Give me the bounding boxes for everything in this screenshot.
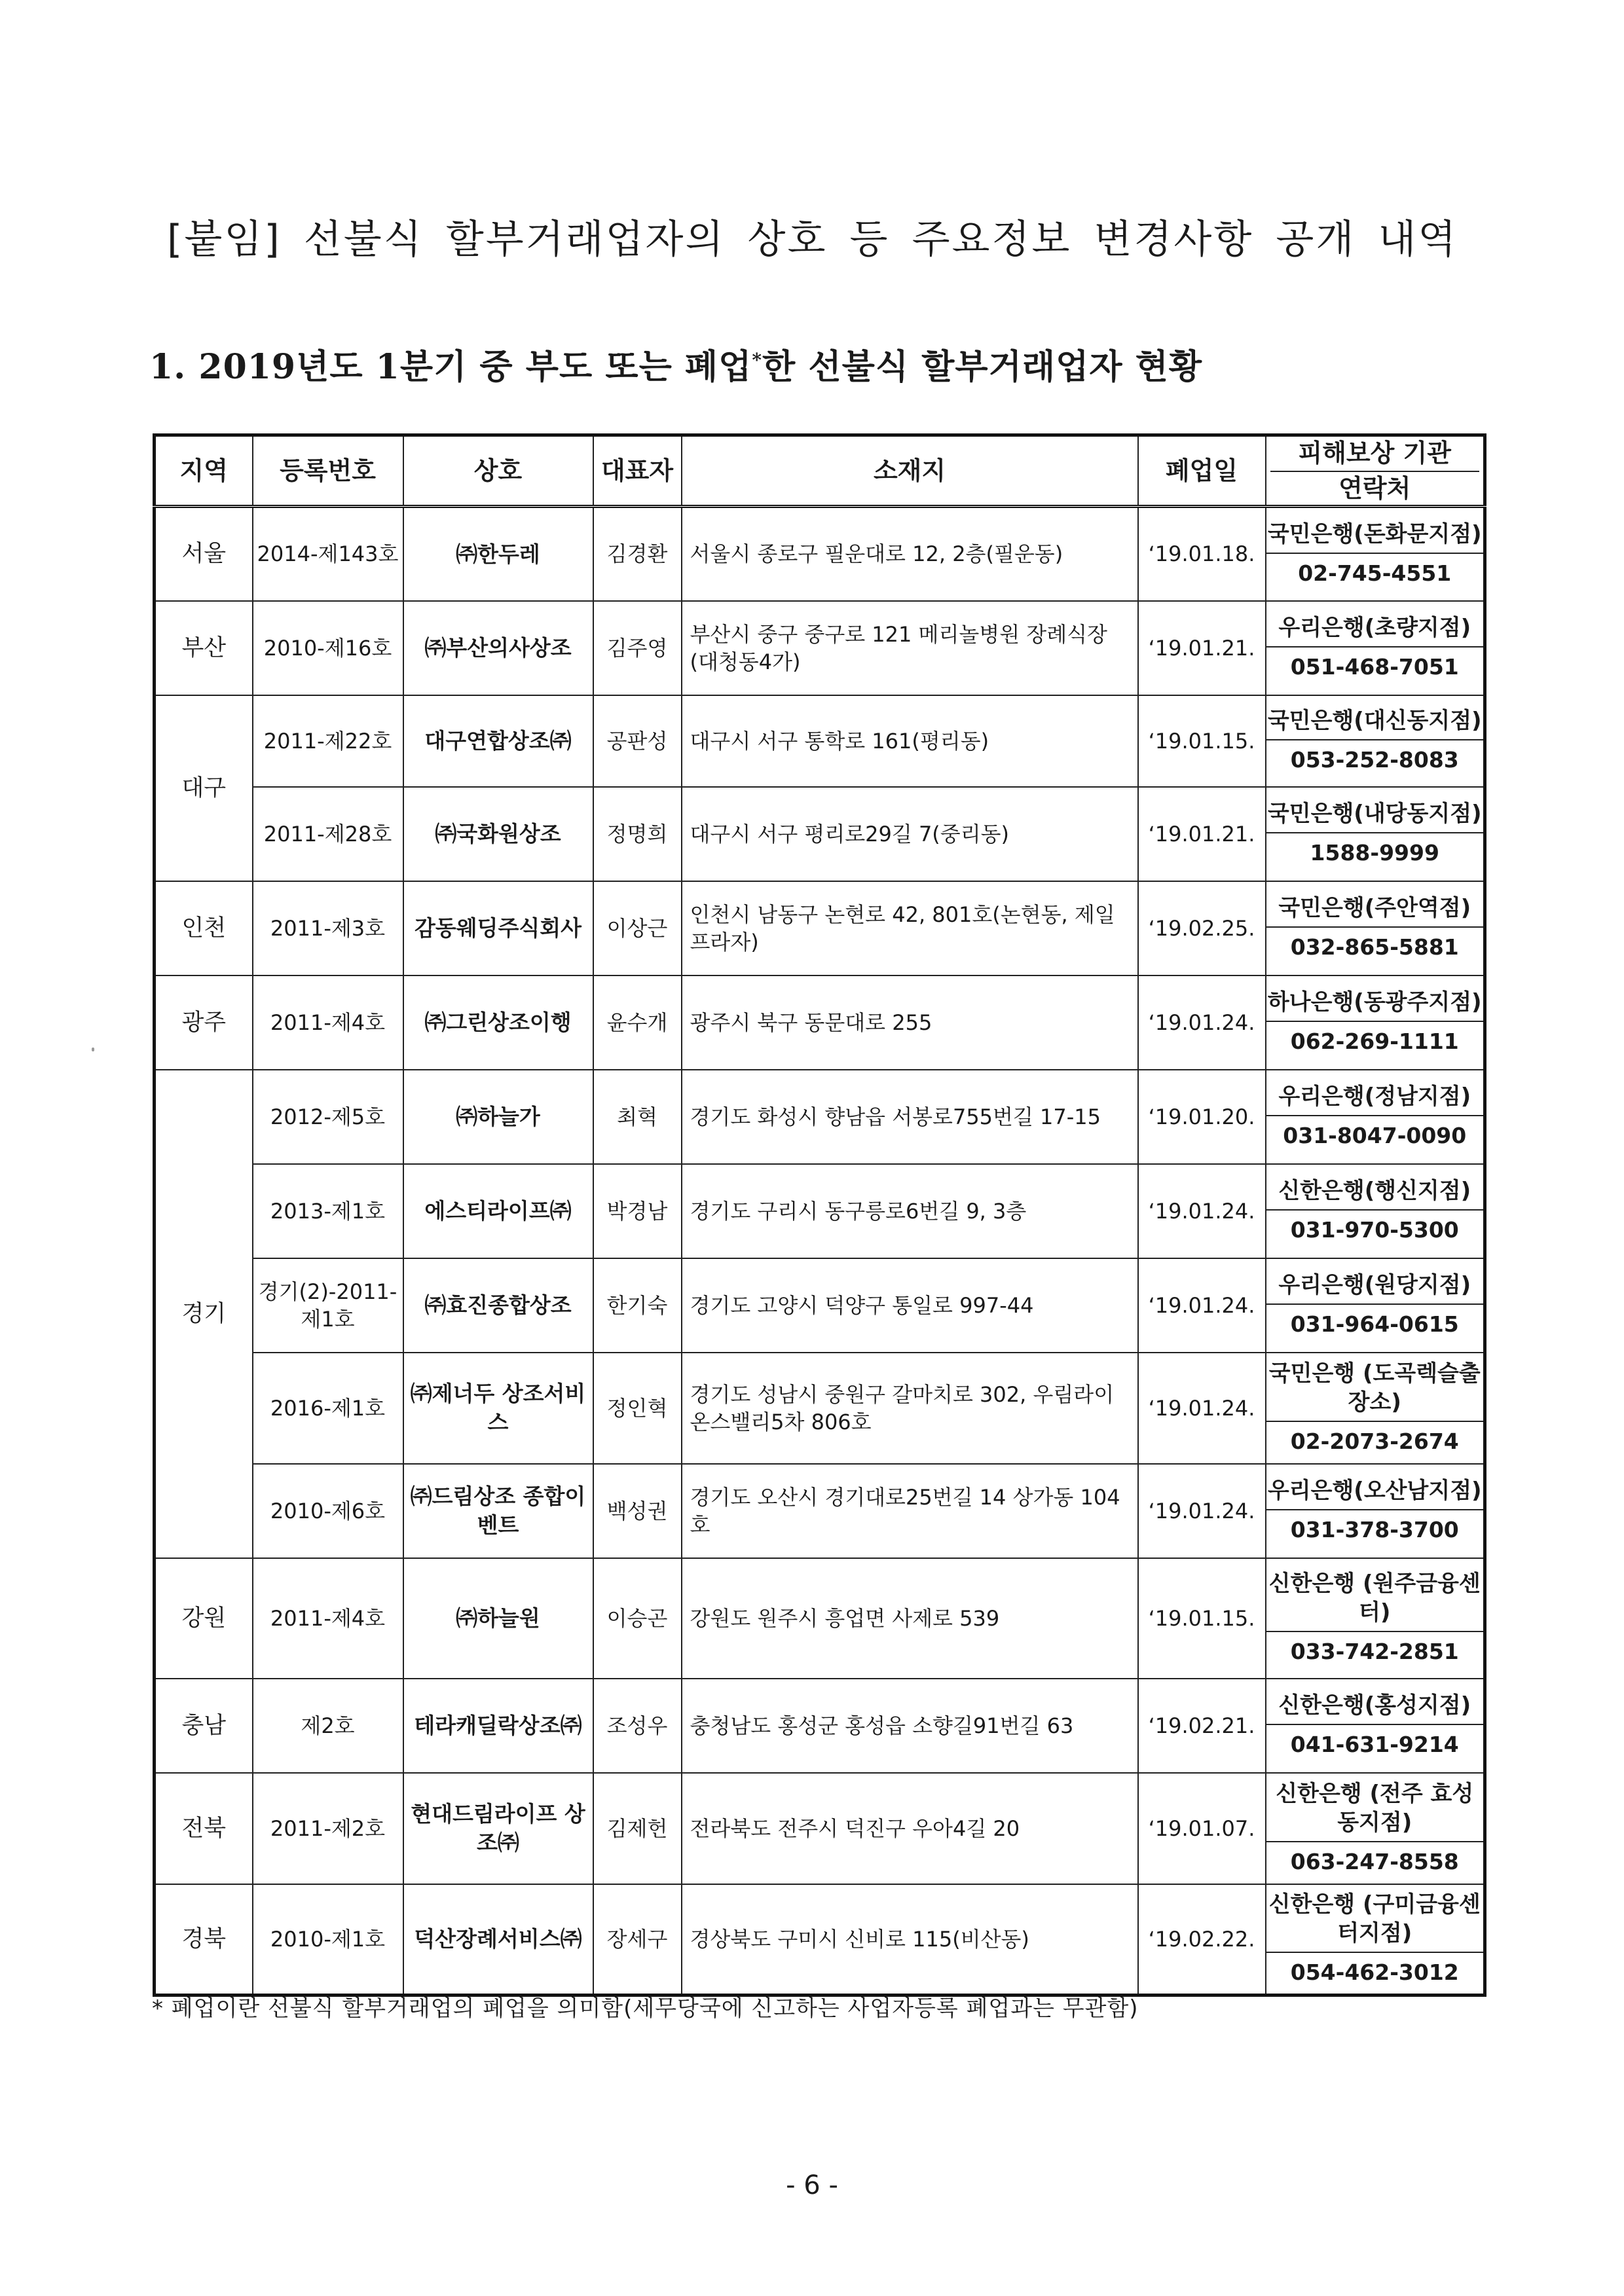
- cell-contact: [1266, 787, 1485, 881]
- cell-reg-no: 2011-제3호: [253, 881, 403, 975]
- contact-block: [1266, 1886, 1484, 1992]
- cell-representative: 이상근: [593, 881, 682, 975]
- cell-reg-no: 2011-제2호: [253, 1773, 403, 1884]
- contact-phone: 02-745-4551: [1298, 560, 1452, 586]
- cell-closed-date: ‘19.01.15.: [1138, 695, 1266, 787]
- cell-address: 강원도 원주시 흥업면 사제로 539: [682, 1558, 1138, 1679]
- contact-bank: 우리은행(정남지점): [1266, 1078, 1484, 1116]
- cell-reg-no: 2010-제16호: [253, 601, 403, 695]
- cell-representative: 정인혁: [593, 1353, 682, 1464]
- cell-reg-no: 2016-제1호: [253, 1353, 403, 1464]
- table-row: [155, 1070, 1485, 1164]
- cell-contact: [1266, 1070, 1485, 1164]
- header-closed-date: 폐업일: [1138, 435, 1266, 507]
- cell-company: ㈜제너두 상조서비스: [403, 1353, 593, 1464]
- cell-closed-date: ‘19.01.24.: [1138, 1353, 1266, 1464]
- cell-representative: 박경남: [593, 1164, 682, 1258]
- cell-contact: [1266, 975, 1485, 1070]
- cell-closed-date: ‘19.01.21.: [1138, 601, 1266, 695]
- contact-block: [1266, 1565, 1484, 1671]
- contact-phone: 031-964-0615: [1290, 1311, 1459, 1338]
- contact-phone: 053-252-8083: [1290, 747, 1459, 773]
- cell-closed-date: ‘19.01.24.: [1138, 1464, 1266, 1558]
- contact-bank: 국민은행(내당동지점): [1266, 795, 1484, 833]
- table-row: [155, 507, 1485, 601]
- cell-closed-date: ‘19.01.24.: [1138, 1258, 1266, 1353]
- cell-reg-no: 2011-제22호: [253, 695, 403, 787]
- cell-contact: [1266, 881, 1485, 975]
- contact-bank: 국민은행(주안역점): [1266, 890, 1484, 928]
- cell-address: 경기도 오산시 경기대로25번길 14 상가동 104호: [682, 1464, 1138, 1558]
- header-address: 소재지: [682, 435, 1138, 507]
- cell-reg-no: 2012-제5호: [253, 1070, 403, 1164]
- contact-block: [1266, 1078, 1484, 1156]
- cell-representative: 김제헌: [593, 1773, 682, 1884]
- contact-block: [1266, 795, 1484, 873]
- cell-contact: [1266, 507, 1485, 601]
- footnote: * 폐업이란 선불식 할부거래업의 폐업을 의미함(세무당국에 신고하는 사업자등록 폐업과는 무관함): [152, 1995, 1139, 2022]
- cell-region: 대구: [155, 695, 253, 881]
- cell-address: 경기도 화성시 향남읍 서봉로755번길 17-15: [682, 1070, 1138, 1164]
- contact-block: [1266, 984, 1484, 1061]
- table-row: [155, 1464, 1485, 1558]
- cell-representative: 조성우: [593, 1679, 682, 1773]
- cell-address: 서울시 종로구 필운대로 12, 2층(필운동): [682, 507, 1138, 601]
- cell-address: 충청남도 홍성군 홍성읍 소향길91번길 63: [682, 1679, 1138, 1773]
- cell-closed-date: ‘19.02.21.: [1138, 1679, 1266, 1773]
- cell-address: 대구시 서구 통학로 161(평리동): [682, 695, 1138, 787]
- cell-reg-no: 2013-제1호: [253, 1164, 403, 1258]
- cell-reg-no: 2010-제6호: [253, 1464, 403, 1558]
- cell-region: 부산: [155, 601, 253, 695]
- cell-region: 경기: [155, 1070, 253, 1558]
- cell-contact: [1266, 1258, 1485, 1353]
- cell-company: ㈜드림상조 종합이벤트: [403, 1464, 593, 1558]
- section-title-main: 1. 2019년도 1분기 중 부도 또는 폐업: [149, 347, 752, 387]
- cell-representative: 한기숙: [593, 1258, 682, 1353]
- header-contact: [1266, 435, 1485, 507]
- cell-contact: [1266, 1353, 1485, 1464]
- table-row: [155, 881, 1485, 975]
- table-header-row: [155, 435, 1485, 507]
- cell-company: 테라캐딜락상조㈜: [403, 1679, 593, 1773]
- cell-contact: [1266, 1884, 1485, 1995]
- cell-address: 경상북도 구미시 신비로 115(비산동): [682, 1884, 1138, 1995]
- table-row: [155, 695, 1485, 787]
- header-contact-line2: 연락처: [1338, 474, 1411, 503]
- cell-address: 대구시 서구 평리로29길 7(중리동): [682, 787, 1138, 881]
- cell-company: 감동웨딩주식회사: [403, 881, 593, 975]
- contact-block: [1266, 702, 1484, 780]
- contact-bank: 하나은행(동광주지점): [1266, 984, 1484, 1022]
- table-row: [155, 1558, 1485, 1679]
- page-number: - 6 -: [786, 2170, 838, 2200]
- cell-closed-date: ‘19.01.20.: [1138, 1070, 1266, 1164]
- cell-reg-no: 2011-제4호: [253, 1558, 403, 1679]
- header-company: 상호: [403, 435, 593, 507]
- cell-reg-no: 2010-제1호: [253, 1884, 403, 1995]
- contact-phone: 051-468-7051: [1290, 654, 1459, 680]
- header-reg-no: 등록번호: [253, 435, 403, 507]
- cell-address: 광주시 북구 동문대로 255: [682, 975, 1138, 1070]
- cell-region: 서울: [155, 507, 253, 601]
- table-row: [155, 601, 1485, 695]
- contact-block: [1266, 1776, 1484, 1882]
- contact-bank: 우리은행(초량지점): [1266, 610, 1484, 647]
- cell-company: ㈜한두레: [403, 507, 593, 601]
- cell-address: 인천시 남동구 논현로 42, 801호(논현동, 제일프라자): [682, 881, 1138, 975]
- contact-bank: 신한은행(행신지점): [1266, 1173, 1484, 1211]
- contact-block: [1266, 1687, 1484, 1764]
- cell-company: ㈜하늘가: [403, 1070, 593, 1164]
- cell-representative: 윤수개: [593, 975, 682, 1070]
- table-row: [155, 1773, 1485, 1884]
- contact-bank: 우리은행(원당지점): [1266, 1267, 1484, 1305]
- contact-bank: 국민은행(돈화문지점): [1266, 516, 1484, 554]
- contact-phone: 031-378-3700: [1290, 1517, 1459, 1543]
- scan-dot: [92, 1048, 94, 1051]
- contact-block: [1266, 1355, 1484, 1461]
- section-title-footnote-mark: *: [752, 349, 763, 371]
- contact-block: [1266, 1267, 1484, 1344]
- cell-region: 인천: [155, 881, 253, 975]
- cell-contact: [1266, 601, 1485, 695]
- cell-address: 경기도 고양시 덕양구 통일로 997-44: [682, 1258, 1138, 1353]
- table-body: [155, 507, 1485, 1995]
- cell-region: 충남: [155, 1679, 253, 1773]
- cell-reg-no: 2011-제28호: [253, 787, 403, 881]
- contact-bank: 국민은행(대신동지점): [1266, 702, 1484, 740]
- cell-contact: [1266, 1558, 1485, 1679]
- table-row: [155, 1164, 1485, 1258]
- contact-block: [1266, 1472, 1484, 1550]
- cell-representative: 정명희: [593, 787, 682, 881]
- cell-address: 경기도 성남시 중원구 갈마치로 302, 우림라이온스밸리5차 806호: [682, 1353, 1138, 1464]
- contact-phone: 1588-9999: [1310, 840, 1439, 866]
- contact-bank: 우리은행(오산남지점): [1266, 1472, 1484, 1510]
- cell-closed-date: ‘19.01.21.: [1138, 787, 1266, 881]
- cell-closed-date: ‘19.01.15.: [1138, 1558, 1266, 1679]
- contact-bank: 신한은행(홍성지점): [1266, 1687, 1484, 1725]
- cell-representative: 김경환: [593, 507, 682, 601]
- cell-closed-date: ‘19.02.22.: [1138, 1884, 1266, 1995]
- cell-address: 경기도 구리시 동구릉로6번길 9, 3층: [682, 1164, 1138, 1258]
- cell-representative: 김주영: [593, 601, 682, 695]
- cell-company: 현대드림라이프 상조㈜: [403, 1773, 593, 1884]
- contact-block: [1266, 890, 1484, 967]
- header-contact-line1: 피해보상 기관: [1270, 437, 1480, 472]
- cell-address: 전라북도 전주시 덕진구 우아4길 20: [682, 1773, 1138, 1884]
- contact-block: [1266, 1173, 1484, 1250]
- contact-block: [1266, 516, 1484, 593]
- header-region: 지역: [155, 435, 253, 507]
- cell-closed-date: ‘19.01.07.: [1138, 1773, 1266, 1884]
- cell-contact: [1266, 695, 1485, 787]
- cell-contact: [1266, 1773, 1485, 1884]
- contact-bank: 신한은행 (원주금융센터): [1266, 1565, 1484, 1632]
- contact-phone: 032-865-5881: [1290, 934, 1459, 960]
- cell-representative: 이승곤: [593, 1558, 682, 1679]
- section-title: [149, 339, 1459, 388]
- contact-phone: 033-742-2851: [1290, 1639, 1459, 1665]
- cell-reg-no: 2014-제143호: [253, 507, 403, 601]
- contact-block: [1266, 610, 1484, 687]
- cell-contact: [1266, 1679, 1485, 1773]
- header-representative: 대표자: [593, 435, 682, 507]
- cell-closed-date: ‘19.01.24.: [1138, 1164, 1266, 1258]
- table-row: [155, 975, 1485, 1070]
- cell-company: ㈜효진종합상조: [403, 1258, 593, 1353]
- contact-phone: 062-269-1111: [1290, 1029, 1459, 1055]
- table-row: [155, 1679, 1485, 1773]
- cell-address: 부산시 중구 중구로 121 메리놀병원 장례식장(대청동4가): [682, 601, 1138, 695]
- cell-region: 경북: [155, 1884, 253, 1995]
- cell-company: ㈜부산의사상조: [403, 601, 593, 695]
- contact-phone: 031-8047-0090: [1283, 1123, 1467, 1149]
- cell-closed-date: ‘19.02.25.: [1138, 881, 1266, 975]
- contact-phone: 054-462-3012: [1290, 1959, 1459, 1986]
- cell-company: ㈜그린상조이행: [403, 975, 593, 1070]
- cell-region: 강원: [155, 1558, 253, 1679]
- cell-reg-no: 경기(2)-2011-제1호: [253, 1258, 403, 1353]
- cell-representative: 장세구: [593, 1884, 682, 1995]
- cell-closed-date: ‘19.01.24.: [1138, 975, 1266, 1070]
- cell-company: 에스티라이프㈜: [403, 1164, 593, 1258]
- section-title-rest: 한 선불식 할부거래업자 현황: [762, 347, 1203, 387]
- closed-business-table: [153, 433, 1486, 1997]
- cell-company: ㈜국화원상조: [403, 787, 593, 881]
- cell-representative: 공판성: [593, 695, 682, 787]
- cell-company: 대구연합상조㈜: [403, 695, 593, 787]
- table-row: [155, 787, 1485, 881]
- cell-reg-no: 2011-제4호: [253, 975, 403, 1070]
- contact-phone: 041-631-9214: [1290, 1732, 1459, 1758]
- contact-phone: 02-2073-2674: [1290, 1429, 1459, 1455]
- contact-phone: 031-970-5300: [1290, 1217, 1459, 1243]
- cell-company: ㈜하늘원: [403, 1558, 593, 1679]
- cell-region: 전북: [155, 1773, 253, 1884]
- page-title: [붙임] 선불식 할부거래업자의 상호 등 주요정보 변경사항 공개 내역: [167, 217, 1458, 263]
- contact-bank: 신한은행 (구미금융센터지점): [1266, 1886, 1484, 1953]
- table-row: [155, 1353, 1485, 1464]
- cell-representative: 백성권: [593, 1464, 682, 1558]
- table-row: [155, 1258, 1485, 1353]
- cell-company: 덕산장례서비스㈜: [403, 1884, 593, 1995]
- cell-region: 광주: [155, 975, 253, 1070]
- contact-bank: 신한은행 (전주 효성동지점): [1266, 1776, 1484, 1842]
- contact-bank: 국민은행 (도곡렉슬출장소): [1266, 1355, 1484, 1422]
- cell-contact: [1266, 1164, 1485, 1258]
- cell-representative: 최혁: [593, 1070, 682, 1164]
- cell-contact: [1266, 1464, 1485, 1558]
- cell-reg-no: 제2호: [253, 1679, 403, 1773]
- cell-closed-date: ‘19.01.18.: [1138, 507, 1266, 601]
- table-row: [155, 1884, 1485, 1995]
- contact-phone: 063-247-8558: [1290, 1849, 1459, 1875]
